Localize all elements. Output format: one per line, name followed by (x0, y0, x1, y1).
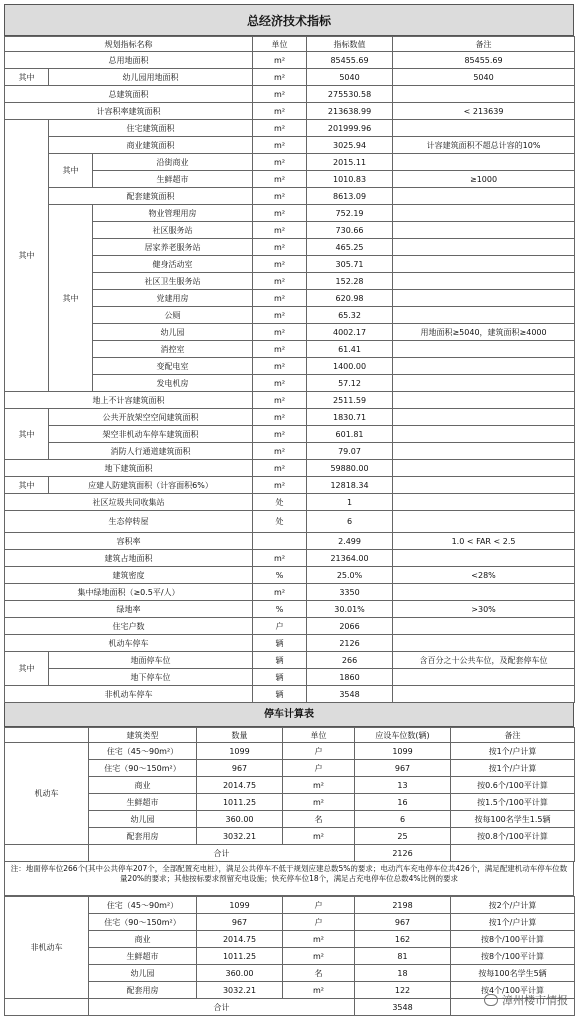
parking-table-title: 停车计算表 (4, 703, 574, 727)
table-row: 其中 住宅建筑面积 m² 201999.96 (5, 120, 575, 137)
table-row: 其中 物业管理用房 m² 752.19 (5, 205, 575, 222)
table-row: 社区服务站 m² 730.66 (5, 222, 575, 239)
table-row: 变配电室 m² 1400.00 (5, 358, 575, 375)
wechat-icon (484, 994, 498, 1006)
table-row: 其中 幼儿园用地面积 m² 5040 5040 (5, 69, 575, 86)
table-row: 其中 应建人防建筑面积（计容面积6%） m² 12818.34 (5, 477, 575, 494)
table-row: 住宅（90～150m²） 967 户 967 按1个/户计算 (5, 760, 575, 777)
table-row: 商业建筑面积 m² 3025.94 计容建筑面积不超总计容的10% (5, 137, 575, 154)
table-row: 公厕 m² 65.32 (5, 307, 575, 324)
table-row: 幼儿园 360.00 名 6 按每100名学生1.5辆 (5, 811, 575, 828)
table-row: 总建筑面积 m² 275530.58 (5, 86, 575, 103)
table-row: 发电机房 m² 57.12 (5, 375, 575, 392)
table-row: 其中 公共开放架空空间建筑面积 m² 1830.71 (5, 409, 575, 426)
table-row: 幼儿园 360.00 名 18 按每100名学生5辆 (5, 965, 575, 982)
table-row: 建筑密度 % 25.0% <28% (5, 567, 575, 584)
table-header-row (5, 37, 575, 52)
table-row: 其中 地面停车位 辆 266 含百分之十公共车位，及配套停车位 (5, 652, 575, 669)
table-row: 地下停车位 辆 1860 (5, 669, 575, 686)
parking-note: 注：地面停车位266个(其中公共停车207个，全部配置充电桩），满足公共停车不低于规划应建总数5%的要求；电动汽车充电停车位共426个，满足配建机动车停车位数量20%的要求；其他按标要求预留充电设施；快充停车位18个，满足占充电停车位总数4%比例的要求 (4, 862, 574, 896)
table-row: 其中 沿街商业 m² 2015.11 (5, 154, 575, 171)
table-row: 生态停转屋 处 6 (5, 511, 575, 533)
table-row: 架空非机动车停车建筑面积 m² 601.81 (5, 426, 575, 443)
header-value: 指标数值 (307, 37, 393, 52)
table-row: 生鲜超市 1011.25 m² 16 按1.5个/100平计算 (5, 794, 575, 811)
table-row: 社区卫生服务站 m² 152.28 (5, 273, 575, 290)
table-row: 容积率 2.499 1.0 < FAR < 2.5 (5, 533, 575, 550)
header-note: 备注 (393, 37, 575, 52)
table-title: 总经济技术指标 (4, 4, 574, 36)
table-row: 机动车停车 辆 2126 (5, 635, 575, 652)
table-row: 商业 2014.75 m² 13 按0.6个/100平计算 (5, 777, 575, 794)
table-row: 生鲜超市 1011.25 m² 81 按8个/100平计算 (5, 948, 575, 965)
table-row: 配套用房 3032.21 m² 122 按4个/100平计算 (5, 982, 575, 999)
motor-total-row: 合计 2126 (5, 845, 575, 862)
header-unit: 单位 (253, 37, 307, 52)
table-row: 生鲜超市 m² 1010.83 ≥1000 (5, 171, 575, 188)
table-row: 商业 2014.75 m² 162 按8个/100平计算 (5, 931, 575, 948)
table-row: 幼儿园 m² 4002.17 用地面积≥5040，建筑面积≥4000 (5, 324, 575, 341)
nonmotor-total-row: 合计 3548 (5, 999, 575, 1016)
table-row: 机动车 住宅（45～90m²） 1099 户 1099 按1个/户计算 (5, 743, 575, 760)
table-row: 消防人行通道建筑面积 m² 79.07 (5, 443, 575, 460)
table-row: 地上不计容建筑面积 m² 2511.59 (5, 392, 575, 409)
table-row: 健身活动室 m² 305.71 (5, 256, 575, 273)
watermark (484, 992, 568, 1008)
table-row: 配套用房 3032.21 m² 25 按0.8个/100平计算 (5, 828, 575, 845)
table-row: 党建用房 m² 620.98 (5, 290, 575, 307)
table-row: 配套建筑面积 m² 8613.09 (5, 188, 575, 205)
table-row: 住宅（90～150m²） 967 户 967 按1个/户计算 (5, 914, 575, 931)
table-row: 住宅户数 户 2066 (5, 618, 575, 635)
table-row: 计容积率建筑面积 m² 213638.99 < 213639 (5, 103, 575, 120)
document-page (4, 4, 574, 1016)
parking-header-row: 建筑类型 数量 单位 应设车位数(辆) 备注 (5, 728, 575, 743)
parking-table-motor (4, 727, 575, 862)
table-row: 地下建筑面积 m² 59880.00 (5, 460, 575, 477)
table-row: 社区垃圾共同收集站 处 1 (5, 494, 575, 511)
header-name: 规划指标名称 (5, 37, 253, 52)
table-row: 非机动车停车 辆 3548 (5, 686, 575, 703)
table-row: 集中绿地面积（≥0.5平/人） m² 3350 (5, 584, 575, 601)
table-row: 建筑占地面积 m² 21364.00 (5, 550, 575, 567)
table-row: 消控室 m² 61.41 (5, 341, 575, 358)
table-row: 总用地面积 m² 85455.69 85455.69 (5, 52, 575, 69)
table-row: 居家养老服务站 m² 465.25 (5, 239, 575, 256)
table-row: 绿地率 % 30.01% >30% (5, 601, 575, 618)
indicators-table (4, 36, 575, 703)
table-row: 非机动车 住宅（45～90m²） 1099 户 2198 按2个/户计算 (5, 897, 575, 914)
watermark-text: 漳州楼市情报 (502, 994, 568, 1007)
